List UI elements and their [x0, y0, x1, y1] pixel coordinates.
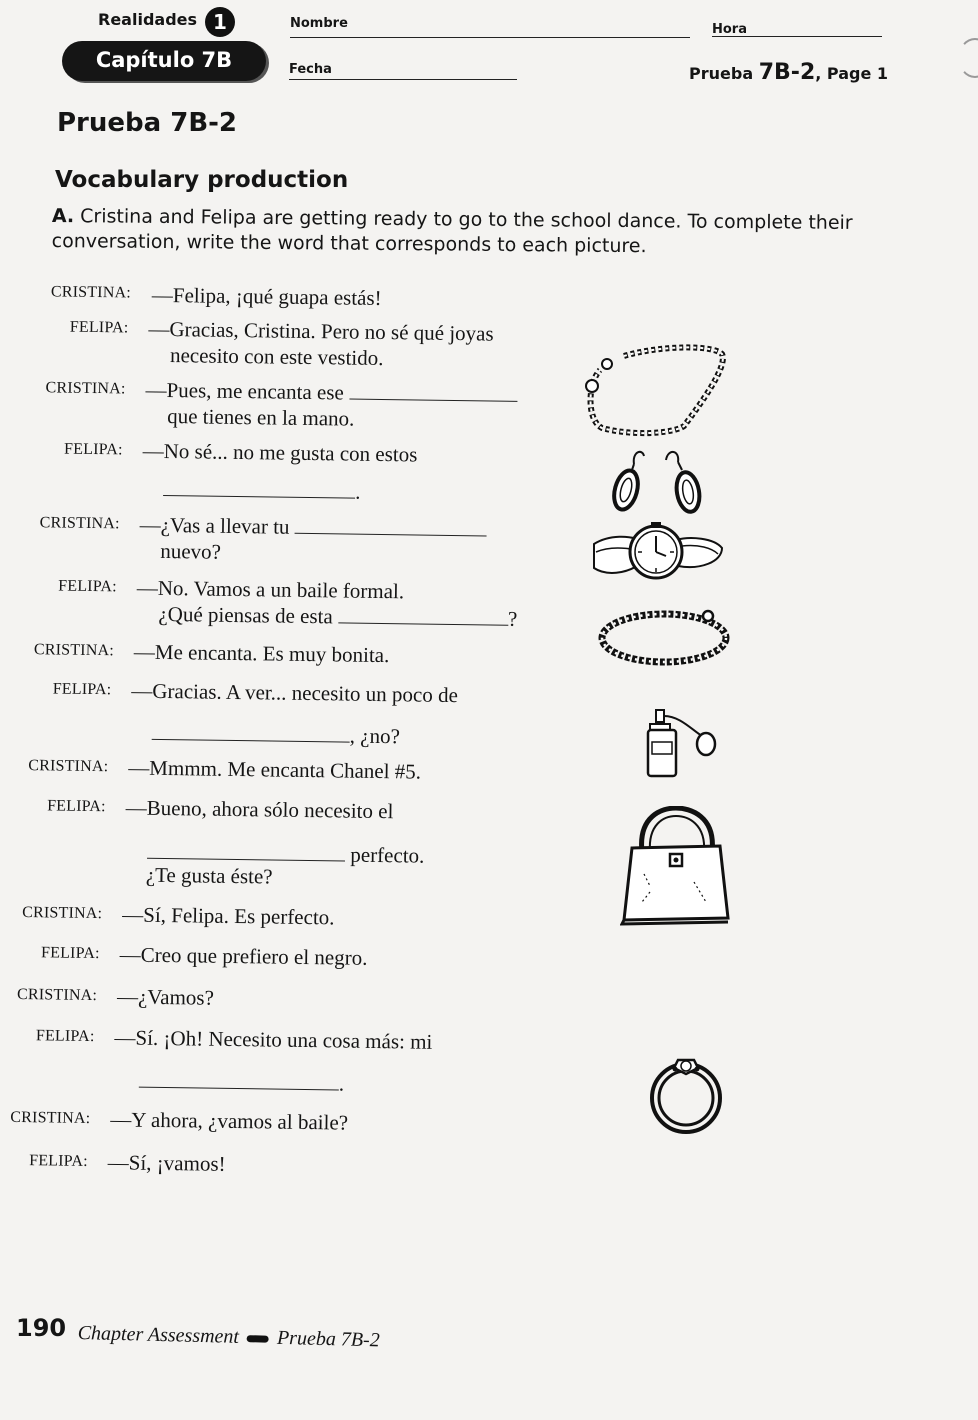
dialogue-line: ¿Te gusta éste? — [145, 862, 273, 889]
speaker-label: CRISTINA: — [28, 757, 109, 776]
dialogue-line: —¿Vas a llevar tu — [139, 512, 290, 539]
dialogue-line: que tienes en la mano. — [167, 404, 355, 431]
dialogue-line: —Felipa, ¡qué guapa estás! — [151, 282, 382, 310]
speaker-label: FELIPA: — [52, 680, 112, 699]
quiz-prefix: Prueba — [689, 64, 754, 83]
date-label: Fecha — [289, 62, 332, 77]
dialogue-line: ¿Qué piensas de esta — [158, 601, 333, 629]
dialogue-line: —Sí, ¡vamos! — [107, 1150, 226, 1176]
answer-blank-purse[interactable] — [147, 841, 345, 862]
speaker-label: FELIPA: — [63, 440, 123, 459]
speaker-label: FELIPA: — [29, 1152, 88, 1170]
dialogue-punct: ? — [507, 606, 518, 631]
dialogue-line: perfecto. — [350, 842, 425, 868]
speaker-label: CRISTINA: — [50, 283, 132, 302]
dialogue-line: —No sé... no me gusta con estos — [142, 438, 418, 467]
footer-quiz: Prueba 7B-2 — [276, 1326, 380, 1352]
dialogue-line: —Gracias. A ver... necesito un poco de — [131, 678, 459, 708]
speaker-label: FELIPA: — [47, 797, 106, 816]
speaker-label: FELIPA: — [58, 577, 117, 596]
answer-blank-necklace[interactable] — [349, 382, 517, 402]
dialogue-line: —Y ahora, ¿vamos al baile? — [110, 1107, 349, 1135]
perfume-icon — [640, 706, 720, 780]
speaker-label: CRISTINA: — [16, 985, 98, 1005]
speaker-label: CRISTINA: — [39, 514, 120, 533]
ring-icon — [646, 1052, 728, 1136]
speaker-label: CRISTINA: — [33, 641, 115, 660]
dialogue-line: —Me encanta. Es muy bonita. — [133, 639, 390, 668]
speaker-label: FELIPA: — [35, 1027, 95, 1046]
instructions-letter: A. — [51, 204, 75, 228]
dialogue-line: necesito con este vestido. — [169, 343, 384, 371]
dialogue-line: —Gracias, Cristina. Pero no sé qué joyas — [148, 316, 494, 346]
dialogue-line: —Pues, me encanta ese — [145, 377, 344, 405]
speaker-label: CRISTINA: — [45, 379, 126, 398]
earrings-icon — [596, 444, 712, 516]
dialogue-line: nuevo? — [160, 538, 222, 564]
answer-blank-perfume[interactable] — [152, 722, 350, 743]
chapter-badge: Capítulo 7B — [62, 41, 266, 81]
dialogue-line: , ¿no? — [349, 723, 401, 749]
hour-label: Hora — [712, 22, 747, 37]
instructions-text: Cristina and Felipa are getting ready to go to the school dance. To complete their conversation, write the word that corresponds to each picture. — [51, 205, 853, 258]
dialogue-line: —Bueno, ahora sólo necesito el — [125, 795, 394, 824]
dialogue-line: —Sí, Felipa. Es perfecto. — [122, 902, 335, 930]
speaker-label: CRISTINA: — [10, 1108, 91, 1128]
watch-icon — [590, 518, 726, 582]
speaker-label: FELIPA: — [69, 318, 129, 337]
page-title: Prueba 7B-2 — [57, 108, 238, 138]
necklace-icon — [582, 342, 732, 438]
level-badge: 1 — [205, 7, 235, 37]
dialogue-punct: . — [354, 479, 361, 504]
answer-blank-ring[interactable] — [139, 1070, 339, 1091]
speaker-label: CRISTINA: — [22, 904, 103, 923]
dialogue-line: —Creo que prefiero el negro. — [119, 942, 368, 970]
dialogue-line: —Mmmm. Me encanta Chanel #5. — [128, 755, 422, 784]
purse-icon — [620, 806, 732, 928]
answer-blank-earrings[interactable] — [163, 478, 355, 498]
speaker-label: FELIPA: — [40, 944, 100, 963]
page-number: 190 — [16, 1314, 67, 1342]
dialogue-line: —Sí. ¡Oh! Necesito una cosa más: mi — [114, 1025, 433, 1054]
answer-blank-bracelet[interactable] — [338, 606, 508, 626]
section-title: Vocabulary production — [55, 167, 349, 193]
name-label: Nombre — [290, 16, 348, 31]
dialogue-line: —¿Vamos? — [116, 984, 215, 1010]
footer-dash-icon — [247, 1335, 269, 1343]
bracelet-icon — [598, 604, 732, 668]
series-title: Realidades — [98, 10, 198, 29]
answer-blank-watch[interactable] — [295, 516, 487, 536]
page-label: , Page 1 — [815, 64, 888, 83]
dialogue-line: —No. Vamos a un baile formal. — [136, 575, 405, 604]
dialogue-punct: . — [338, 1071, 345, 1096]
footer-book-section: Chapter Assessment — [77, 1322, 240, 1348]
quiz-code: 7B-2 — [758, 60, 816, 85]
